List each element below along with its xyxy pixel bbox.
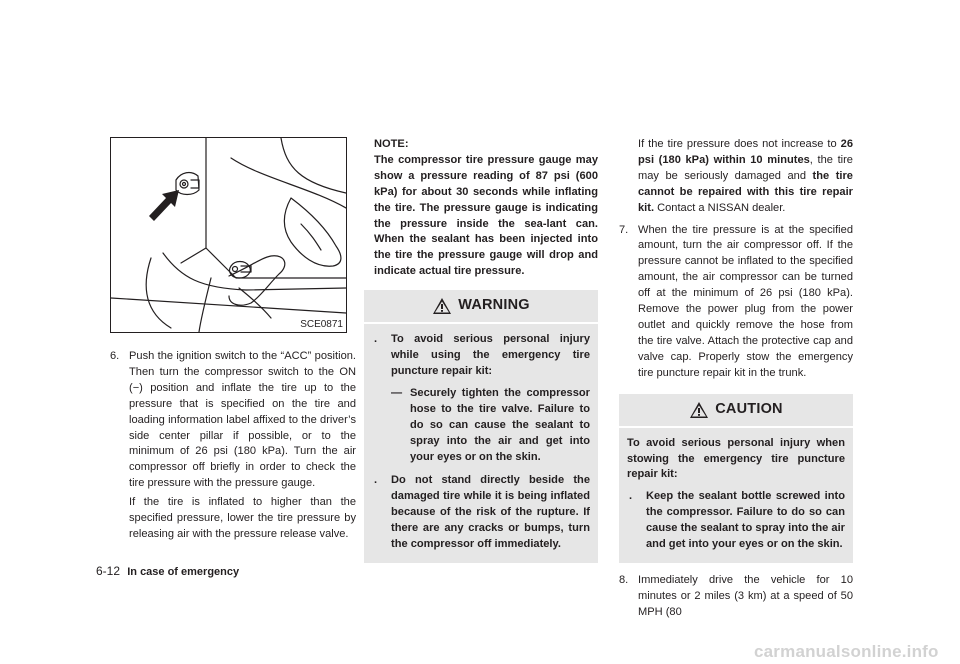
warning-title: WARNING — [458, 297, 530, 314]
caution-bullet-1 — [627, 489, 845, 553]
caution-title: CAUTION — [715, 400, 783, 417]
warning-bullet-text: To avoid serious personal injury while using the emergency tire puncture repair kit: — [391, 333, 590, 377]
bullet-mark: . — [374, 474, 378, 487]
caution-box — [619, 394, 853, 563]
warning-box — [364, 290, 598, 563]
illustration-ignition-switch — [110, 137, 347, 333]
note-title: NOTE: — [374, 138, 409, 150]
dash-mark: — — [391, 386, 403, 399]
bullet-mark: . — [629, 490, 633, 503]
note-text: The compressor tire pressure gauge may show a pressure reading of 87 psi (600 kPa) for about 30 seconds while inflating the tire. The pressure gauge is indicating the pressure inside the sea-lant can. When the sealant has been injected into the tire the pressure gauge will drop and indicate actual tire pressure. — [374, 153, 598, 278]
pressure-paragraph — [619, 137, 853, 217]
step-text-continued: If the tire is inflated to higher than the specified pressure, lower the tire pressure by releasing air with the pressure release valve. — [129, 496, 356, 540]
pressure-text-2: , the tire may be seriously damaged and — [638, 153, 853, 182]
caution-header — [627, 394, 845, 426]
bullet-mark: . — [374, 333, 378, 346]
column-3 — [619, 137, 853, 621]
step-text: Immediately drive the vehicle for 10 minutes or 2 miles (3 km) at a speed of 50 MPH (80 — [638, 573, 853, 618]
pressure-text: If the tire pressure does not increase to — [638, 138, 841, 150]
warning-dash-item — [391, 386, 590, 466]
step-number: 6. — [110, 350, 120, 362]
page-number: 6-12 — [96, 564, 121, 578]
warning-triangle-icon — [432, 297, 452, 315]
figure-label: SCE0871 — [300, 319, 343, 330]
warning-divider — [364, 322, 598, 324]
step-text: When the tire pressure is at the specified amount, turn the air compressor off. If the pressure cannot be inflated to the specified amount, the air compressor can be turned off at the minimum of 26 psi (180 kPa). Remove the power plug from the power outlet and quickly remove the hose from the tire valve. Attach the protective cap and valve cap. Properly stow the emergency tire puncture repair kit in the trunk. — [638, 223, 853, 379]
watermark: carmanualsonline.info — [754, 642, 939, 661]
step-8 — [619, 573, 853, 621]
warning-dash-text: Securely tighten the compressor hose to the tire valve. Failure to do so can cause the sealant to spray into the air and get into your eyes or on the skin. — [410, 386, 590, 463]
column-2 — [364, 137, 598, 563]
step-number: 8. — [619, 573, 629, 586]
pressure-limit-text: 26 psi (180 kPa) within 10 minutes — [638, 138, 853, 166]
step-number: 7. — [619, 223, 629, 236]
step-6 — [110, 349, 356, 543]
warning-header — [372, 290, 590, 322]
caution-triangle-icon — [689, 401, 709, 419]
page-footer — [96, 564, 239, 579]
section-title: In case of emergency — [127, 566, 240, 578]
step-7 — [619, 223, 853, 382]
step-text: Push the ignition switch to the “ACC” position. Then turn the compressor switch to the ON (−) position and inflate the tire up to the pressure that is specified on the tire and loading information label affixed to the driver’s side center pillar if possible, or to the minimum of 26 psi (180 kPa). Turn the air compressor off briefly in order to check the tire pressure with the pressure gauge. — [129, 350, 356, 490]
repair-warning-text: the tire cannot be repaired with this tire repair kit. — [638, 169, 853, 214]
warning-bullet-1 — [372, 332, 590, 465]
warning-bullet-text: Do not stand directly beside the damaged tire while it is being inflated because of the risk of the rupture. If there are any cracks or bumps, turn the compressor off immediately. — [391, 474, 590, 551]
caution-bullet-text: Keep the sealant bottle screwed into the compressor. Failure to do so can cause the sealant to spray into the air and get into your eyes or on the skin. — [646, 490, 845, 551]
caution-divider — [619, 426, 853, 428]
caution-intro: To avoid serious personal injury when stowing the emergency tire puncture repair kit: — [627, 436, 845, 481]
warning-bullet-2 — [372, 473, 590, 553]
ignition-switch-drawing — [111, 138, 346, 332]
dealer-text: Contact a NISSAN dealer. — [654, 201, 786, 214]
column-1 — [110, 137, 356, 543]
